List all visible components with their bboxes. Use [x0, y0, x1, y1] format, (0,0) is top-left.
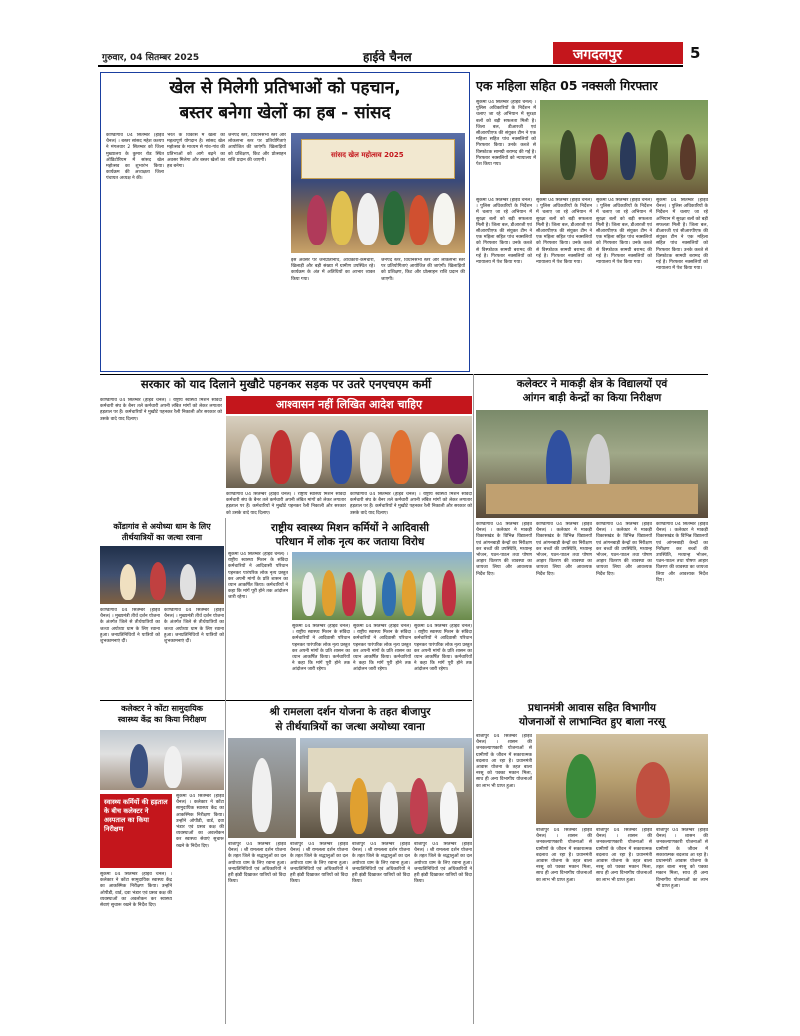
ramlala-col-1: बीजापुर 04 सितम्बर (हाईवे चैनल) । श्री रामलला दर्शन योजना के तहत जिले के श्रद्धालुओं का दल अयोध्या धाम के लिए रवाना हुआ। जनप्रतिनिधियों एवं अधिकारियों ने हरी झंडी दिखाकर यात्रियों को विदा किया।	[228, 842, 286, 885]
nhm-road-body-2: कोण्डागांव 04 सितम्बर (हाईवे चैनल) । राष्ट्रीय स्वास्थ्य मिशन संविदा कर्मचारी संघ के बैनर तले कर्मचारी अपनी लंबित मांगों को लेकर लगातार हड़ताल पर हैं। कर्मचारियों ने मुखौटे पहनकर रैली निकाली और सरकार को उसके वादे याद दिलाए।	[226, 492, 346, 516]
awas-photo	[536, 734, 708, 824]
school-col-4: कोण्डागांव 04 सितम्बर (हाईवे चैनल) । कलेक्टर ने माकड़ी विकासखंड के विभिन्न विद्यालयों एवं आंगनबाड़ी केन्द्रों का निरीक्षण कर बच्चों की उपस्थिति, मध्यान्ह भोजन, पठन-पाठन तथा पोषण आहार वितरण की व्यवस्था का जायजा लिया और आवश्यक निर्देश दिए।	[656, 522, 708, 583]
lead-col-1: कोण्डागांव 04 सितम्बर (हाईवे चैनल) । बस्तर सांसद महेश कश्यप ने मंगलवार 2 सितम्बर को जिला मुख्यालय के कुमार रोड स्थित ऑडिटोरियम में सांसद खेल महोत्सव का शुभारंभ किया। कार्यक्रम की अध्यक्षता जिला पंचायत अध्यक्ष ने की।	[106, 133, 164, 182]
naxal-col-1: सुकमा 04 सितम्बर (हाईवे चैनल) । पुलिस अधिकारियों के निर्देशन में चलाए जा रहे अभियान में सुरक्षा बलों को बड़ी सफलता मिली है। जिला बल, डीआरजी एवं सीआरपीएफ की संयुक्त टीम ने एक महिला सहित पांच नक्सलियों को गिरफ्तार किया। उनके कब्जे से विस्फोटक सामग्री बरामद की गई है। गिरफ्तार नक्सलियों को न्यायालय में पेश किया गया।	[476, 100, 536, 168]
dance-col-4: सुकमा 04 सितम्बर (हाईवे चैनल) । राष्ट्रीय स्वास्थ्य मिशन के संविदा कर्मचारियों ने आदिवासी परिधान पहनकर पारंपरिक लोक नृत्य प्रस्तुत कर अपनी मांगों के प्रति शासन का ध्यान आकर्षित किया। कर्मचारियों ने कहा कि मांगें पूरी होने तक आंदोलन जारी रहेगा।	[414, 624, 472, 673]
dance-col-2: सुकमा 04 सितम्बर (हाईवे चैनल) । राष्ट्रीय स्वास्थ्य मिशन के संविदा कर्मचारियों ने आदिवासी परिधान पहनकर पारंपरिक लोक नृत्य प्रस्तुत कर अपनी मांगों के प्रति शासन का ध्यान आकर्षित किया। कर्मचारियों ने कहा कि मांगें पूरी होने तक आंदोलन जारी रहेगा।	[292, 624, 350, 673]
ramlala-photo-2	[300, 738, 472, 838]
lead-photo	[291, 133, 465, 253]
kota-caption-box	[100, 794, 172, 868]
naxal-photo	[540, 100, 708, 194]
ayodhya-small-photo	[100, 546, 224, 604]
naxal-col-2: सुकमा 04 सितम्बर (हाईवे चैनल) । पुलिस अधिकारियों के निर्देशन में चलाए जा रहे अभियान में सुरक्षा बलों को बड़ी सफलता मिली है। जिला बल, डीआरजी एवं सीआरपीएफ की संयुक्त टीम ने एक महिला सहित पांच नक्सलियों को गिरफ्तार किया। उनके कब्जे से विस्फोटक सामग्री बरामद की गई है। गिरफ्तार नक्सलियों को न्यायालय में पेश किया गया।	[476, 198, 532, 266]
school-col-2: कोण्डागांव 04 सितम्बर (हाईवे चैनल) । कलेक्टर ने माकड़ी विकासखंड के विभिन्न विद्यालयों एवं आंगनबाड़ी केन्द्रों का निरीक्षण कर बच्चों की उपस्थिति, मध्यान्ह भोजन, पठन-पाठन तथा पोषण आहार वितरण की व्यवस्था का जायजा लिया और आवश्यक निर्देश दिए।	[536, 522, 592, 577]
awas-col-1: बीजापुर 04 सितम्बर (हाईवे चैनल) । शासन की जनकल्याणकारी योजनाओं से ग्रामीणों के जीवन में सकारात्मक बदलाव आ रहा है। प्रधानमंत्री आवास योजना के तहत बाला नरसू को पक्का मकान मिला, साथ ही अन्य विभागीय योजनाओं का लाभ भी प्राप्त हुआ।	[476, 734, 532, 789]
ayodhya-small-headline-2: तीर्थयात्रियों का जत्था रवाना	[121, 533, 203, 542]
kota-caption: स्वास्थ्य कर्मियों की हड़ताल के बीच कलेक्टर ने अस्पताल का किया निरीक्षण	[104, 798, 168, 833]
awas-headline-2: योजनाओं से लाभान्वित हुए बाला नरसू	[518, 716, 666, 728]
school-headline-1: कलेक्टर ने माकड़ी क्षेत्र के विद्यालयों एवं	[516, 378, 668, 390]
ramlala-photo-1	[228, 738, 296, 838]
ramlala-col-3: बीजापुर 04 सितम्बर (हाईवे चैनल) । श्री रामलला दर्शन योजना के तहत जिले के श्रद्धालुओं का दल अयोध्या धाम के लिए रवाना हुआ। जनप्रतिनिधियों एवं अधिकारियों ने हरी झंडी दिखाकर यात्रियों को विदा किया।	[352, 842, 410, 885]
masthead-rule	[98, 65, 683, 67]
school-col-3: कोण्डागांव 04 सितम्बर (हाईवे चैनल) । कलेक्टर ने माकड़ी विकासखंड के विभिन्न विद्यालयों एवं आंगनबाड़ी केन्द्रों का निरीक्षण कर बच्चों की उपस्थिति, मध्यान्ह भोजन, पठन-पाठन तथा पोषण आहार वितरण की व्यवस्था का जायजा लिया और आवश्यक निर्देश दिए।	[596, 522, 652, 577]
dance-col-1: सुकमा 04 सितम्बर (हाईवे चैनल) । राष्ट्रीय स्वास्थ्य मिशन के संविदा कर्मचारियों ने आदिवासी परिधान पहनकर पारंपरिक लोक नृत्य प्रस्तुत कर अपनी मांगों के प्रति शासन का ध्यान आकर्षित किया। कर्मचारियों ने कहा कि मांगें पूरी होने तक आंदोलन जारी रहेगा।	[228, 552, 288, 601]
school-photo	[476, 410, 708, 518]
nhm-road-banner: आश्वासन नहीं लिखित आदेश चाहिए	[226, 396, 472, 414]
dance-col-3: सुकमा 04 सितम्बर (हाईवे चैनल) । राष्ट्रीय स्वास्थ्य मिशन के संविदा कर्मचारियों ने आदिवासी परिधान पहनकर पारंपरिक लोक नृत्य प्रस्तुत कर अपनी मांगों के प्रति शासन का ध्यान आकर्षित किया। कर्मचारियों ने कहा कि मांगें पूरी होने तक आंदोलन जारी रहेगा।	[353, 624, 411, 673]
masthead-date: गुरुवार, 04 सितम्बर 2025	[102, 53, 200, 63]
masthead-paper: हाईवे चैनल	[363, 50, 412, 64]
awas-col-2: बीजापुर 04 सितम्बर (हाईवे चैनल) । शासन की जनकल्याणकारी योजनाओं से ग्रामीणों के जीवन में सकारात्मक बदलाव आ रहा है। प्रधानमंत्री आवास योजना के तहत बाला नरसू को पक्का मकान मिला, साथ ही अन्य विभागीय योजनाओं का लाभ भी प्राप्त हुआ।	[536, 828, 592, 883]
lead-col-2: भरत के विकास में खेलों का महत्वपूर्ण योगदान है। सांसद खेल महोत्सव के माध्यम से गांव-गांव की प्रतिभाओं को आगे बढ़ने का अवसर मिलेगा और बस्तर खेलों का हब बनेगा।	[167, 133, 225, 170]
lead-photo-banner-text: सांसद खेल महोत्सव 2025	[331, 151, 404, 159]
nhm-road-body-3: कोण्डागांव 04 सितम्बर (हाईवे चैनल) । राष्ट्रीय स्वास्थ्य मिशन संविदा कर्मचारी संघ के बैनर तले कर्मचारी अपनी लंबित मांगों को लेकर लगातार हड़ताल पर हैं। कर्मचारियों ने मुखौटे पहनकर रैली निकाली और सरकार को उसके वादे याद दिलाए।	[350, 492, 472, 516]
lead-col-3: जनपद स्तर, विधानसभा स्तर और लोकसभा स्तर पर प्रतियोगिताएं आयोजित की जाएंगी। खिलाड़ियों को प्रशिक्षण, किट और प्रोत्साहन राशि प्रदान की जाएगी।	[228, 133, 286, 163]
school-headline-2: आंगन बाड़ी केन्द्रों का किया निरीक्षण	[522, 392, 662, 404]
ramlala-headline-1: श्री रामलला दर्शन योजना के तहत बीजापुर	[269, 706, 431, 718]
naxal-col-5: सुकमा 04 सितम्बर (हाईवे चैनल) । पुलिस अधिकारियों के निर्देशन में चलाए जा रहे अभियान में सुरक्षा बलों को बड़ी सफलता मिली है। जिला बल, डीआरजी एवं सीआरपीएफ की संयुक्त टीम ने एक महिला सहित पांच नक्सलियों को गिरफ्तार किया। उनके कब्जे से विस्फोटक सामग्री बरामद की गई है। गिरफ्तार नक्सलियों को न्यायालय में पेश किया गया।	[656, 198, 708, 272]
naxal-col-4: सुकमा 04 सितम्बर (हाईवे चैनल) । पुलिस अधिकारियों के निर्देशन में चलाए जा रहे अभियान में सुरक्षा बलों को बड़ी सफलता मिली है। जिला बल, डीआरजी एवं सीआरपीएफ की संयुक्त टीम ने एक महिला सहित पांच नक्सलियों को गिरफ्तार किया। उनके कब्जे से विस्फोटक सामग्री बरामद की गई है। गिरफ्तार नक्सलियों को न्यायालय में पेश किया गया।	[596, 198, 652, 266]
lead-headline-1: खेल से मिलेगी प्रतिभाओं को पहचान,	[169, 78, 401, 98]
naxal-headline: एक महिला सहित 05 नक्सली गिरफ्तार	[476, 78, 658, 93]
lead-col-5: जनपद स्तर, विधानसभा स्तर और लोकसभा स्तर पर प्रतियोगिताएं आयोजित की जाएंगी। खिलाड़ियों को प्रशिक्षण, किट और प्रोत्साहन राशि प्रदान की जाएगी।	[381, 258, 465, 282]
divider-2	[100, 700, 472, 701]
column-rule-right	[473, 374, 474, 1024]
nhm-road-body: कोण्डागांव 04 सितम्बर (हाईवे चैनल) । राष्ट्रीय स्वास्थ्य मिशन संविदा कर्मचारी संघ के बैनर तले कर्मचारी अपनी लंबित मांगों को लेकर लगातार हड़ताल पर हैं। कर्मचारियों ने मुखौटे पहनकर रैली निकाली और सरकार को उसके वादे याद दिलाए।	[100, 398, 222, 422]
nhm-road-headline: सरकार को याद दिलाने मुखौटे पहनकर सड़क पर उतरे एनएचएम कर्मी	[140, 377, 432, 391]
ramlala-headline-2: से तीर्थयात्रियों का जत्था अयोध्या रवाना	[275, 721, 425, 733]
dance-headline-1: राष्ट्रीय स्वास्थ्य मिशन कर्मियों ने आदिवासी	[271, 522, 429, 534]
awas-col-3: बीजापुर 04 सितम्बर (हाईवे चैनल) । शासन की जनकल्याणकारी योजनाओं से ग्रामीणों के जीवन में सकारात्मक बदलाव आ रहा है। प्रधानमंत्री आवास योजना के तहत बाला नरसू को पक्का मकान मिला, साथ ही अन्य विभागीय योजनाओं का लाभ भी प्राप्त हुआ।	[596, 828, 652, 883]
kota-photo	[100, 730, 224, 790]
school-col-1: कोण्डागांव 04 सितम्बर (हाईवे चैनल) । कलेक्टर ने माकड़ी विकासखंड के विभिन्न विद्यालयों एवं आंगनबाड़ी केन्द्रों का निरीक्षण कर बच्चों की उपस्थिति, मध्यान्ह भोजन, पठन-पाठन तथा पोषण आहार वितरण की व्यवस्था का जायजा लिया और आवश्यक निर्देश दिए।	[476, 522, 532, 577]
masthead-city: जगदलपुर	[573, 47, 622, 63]
kota-col-1: सुकमा 04 सितम्बर (हाईवे चैनल) । कलेक्टर ने कोंटा सामुदायिक स्वास्थ्य केंद्र का आकस्मिक निरीक्षण किया। उन्होंने ओपीडी, वार्ड, दवा भंडार एवं प्रसव कक्ष की व्यवस्थाओं का अवलोकन कर स्वास्थ्य सेवाएं सुचारू रखने के निर्देश दिए।	[176, 794, 224, 849]
column-rule-left	[225, 518, 226, 1024]
ramlala-col-2: बीजापुर 04 सितम्बर (हाईवे चैनल) । श्री रामलला दर्शन योजना के तहत जिले के श्रद्धालुओं का दल अयोध्या धाम के लिए रवाना हुआ। जनप्रतिनिधियों एवं अधिकारियों ने हरी झंडी दिखाकर यात्रियों को विदा किया।	[290, 842, 348, 885]
divider-1	[100, 374, 708, 375]
ayodhya-small-col-2: कोण्डागांव 04 सितम्बर (हाईवे चैनल) । मुख्यमंत्री तीर्थ दर्शन योजना के अंतर्गत जिले से तीर्थयात्रियों का जत्था अयोध्या धाम के लिए रवाना हुआ। जनप्रतिनिधियों ने यात्रियों को शुभकामनाएं दीं।	[164, 608, 224, 645]
masthead	[98, 42, 708, 68]
page-number: 5	[690, 44, 701, 62]
dance-headline-2: परिधान में लोक नृत्य कर जताया विरोध	[275, 536, 425, 548]
lead-story-box	[100, 72, 470, 372]
awas-headline-1: प्रधानमंत्री आवास सहित विभागीय	[528, 702, 656, 714]
ayodhya-small-col-1: कोण्डागांव 04 सितम्बर (हाईवे चैनल) । मुख्यमंत्री तीर्थ दर्शन योजना के अंतर्गत जिले से तीर्थयात्रियों का जत्था अयोध्या धाम के लिए रवाना हुआ। जनप्रतिनिधियों ने यात्रियों को शुभकामनाएं दीं।	[100, 608, 160, 645]
lead-headline-2: बस्तर बनेगा खेलों का हब - सांसद	[179, 103, 391, 123]
dance-photo	[292, 552, 472, 620]
ramlala-col-4: बीजापुर 04 सितम्बर (हाईवे चैनल) । श्री रामलला दर्शन योजना के तहत जिले के श्रद्धालुओं का दल अयोध्या धाम के लिए रवाना हुआ। जनप्रतिनिधियों एवं अधिकारियों ने हरी झंडी दिखाकर यात्रियों को विदा किया।	[414, 842, 472, 885]
lead-col-4: इस अवसर पर जनप्रतिनिधि, अधिकारी-कर्मचारी, खिलाड़ी और बड़ी संख्या में ग्रामीण उपस्थित रहे। कार्यक्रम के अंत में अतिथियों का आभार व्यक्त किया गया।	[291, 258, 375, 282]
kota-headline-2: स्वास्थ्य केंद्र का किया निरीक्षण	[117, 715, 207, 724]
kota-headline-1: कलेक्टर ने कोंटा सामुदायिक	[121, 704, 203, 713]
ayodhya-small-headline-1: कोंडागांव से अयोध्या धाम के लिए	[113, 522, 211, 531]
kota-col-2: सुकमा 04 सितम्बर (हाईवे चैनल) । कलेक्टर ने कोंटा सामुदायिक स्वास्थ्य केंद्र का आकस्मिक निरीक्षण किया। उन्होंने ओपीडी, वार्ड, दवा भंडार एवं प्रसव कक्ष की व्यवस्थाओं का अवलोकन कर स्वास्थ्य सेवाएं सुचारू रखने के निर्देश दिए।	[100, 872, 172, 909]
nhm-road-photo	[226, 416, 472, 488]
naxal-col-3: सुकमा 04 सितम्बर (हाईवे चैनल) । पुलिस अधिकारियों के निर्देशन में चलाए जा रहे अभियान में सुरक्षा बलों को बड़ी सफलता मिली है। जिला बल, डीआरजी एवं सीआरपीएफ की संयुक्त टीम ने एक महिला सहित पांच नक्सलियों को गिरफ्तार किया। उनके कब्जे से विस्फोटक सामग्री बरामद की गई है। गिरफ्तार नक्सलियों को न्यायालय में पेश किया गया।	[536, 198, 592, 266]
awas-col-4: बीजापुर 04 सितम्बर (हाईवे चैनल) । शासन की जनकल्याणकारी योजनाओं से ग्रामीणों के जीवन में सकारात्मक बदलाव आ रहा है। प्रधानमंत्री आवास योजना के तहत बाला नरसू को पक्का मकान मिला, साथ ही अन्य विभागीय योजनाओं का लाभ भी प्राप्त हुआ।	[656, 828, 708, 889]
